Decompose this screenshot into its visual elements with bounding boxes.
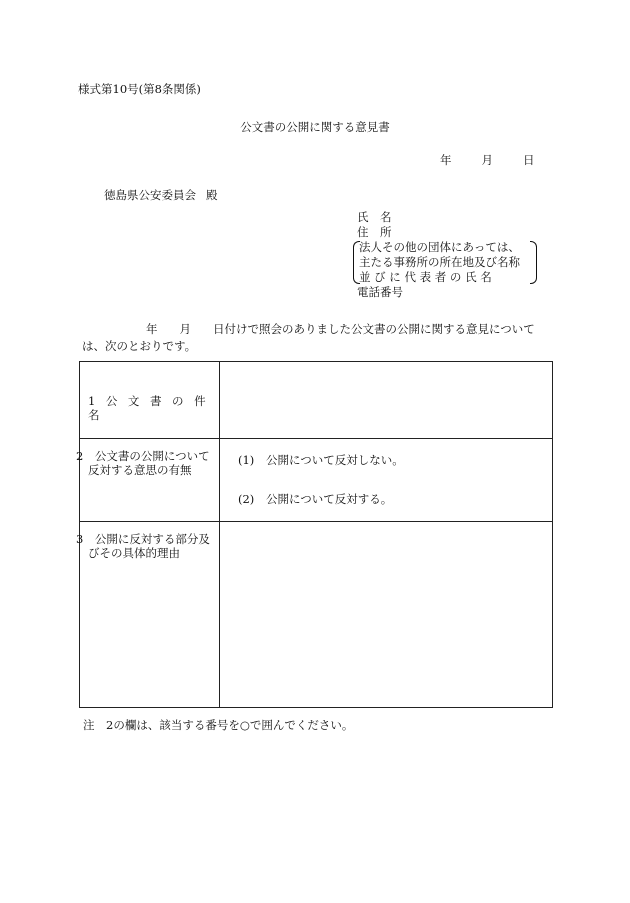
name-label: 氏 名 (357, 210, 392, 224)
objection-row (80, 439, 553, 522)
left-bracket (353, 241, 360, 284)
date-day: 日 (523, 153, 535, 167)
document-name-label: 1 公 文 書 の 件 名 (88, 394, 210, 422)
reason-label: 3 公開に反対する部分及びその具体的理由 (76, 532, 210, 560)
option-no-objection[interactable] (238, 453, 552, 467)
intro-year: 年 (146, 322, 158, 336)
address-label: 住 所 (357, 225, 392, 239)
corporate-note (353, 240, 537, 285)
addressee (104, 188, 218, 202)
reason-label-cell (76, 522, 220, 708)
reason-row (80, 522, 553, 708)
form-number: 様式第10号(第8条関係) (78, 82, 201, 96)
intro-body: 日付けで照会のありました公文書の公開に関する意見については、次のとおりです。 (82, 322, 535, 353)
footnote: 注 2の欄は、該当する番号を○で囲んでください。 (83, 718, 354, 732)
corporate-note-line: 並 び に 代 表 者 の 氏 名 (359, 270, 492, 284)
reason-field[interactable] (220, 522, 553, 708)
option-number: (2) (238, 492, 255, 506)
intro-month: 月 (179, 322, 191, 336)
option-number: (1) (238, 453, 255, 467)
document-name-row (80, 362, 553, 439)
date-month: 月 (481, 153, 493, 167)
right-bracket (530, 241, 537, 284)
phone-label: 電話番号 (357, 285, 403, 299)
document-name-label-cell (80, 362, 220, 439)
option-text: 公開について反対しない。 (266, 453, 404, 467)
addressee-name: 徳島県公安委員会 (104, 188, 196, 202)
document-title: 公文書の公開に関する意見書 (240, 120, 390, 134)
addressee-honorific: 殿 (206, 188, 218, 202)
corporate-note-line: 主たる事務所の所在地及び名称 (359, 255, 520, 269)
objection-label: 2 公文書の公開について反対する意思の有無 (76, 449, 210, 477)
applicant-block (357, 210, 537, 300)
objection-label-cell (76, 439, 220, 522)
corporate-note-line: 法人その他の団体にあっては、 (359, 240, 520, 254)
option-objection[interactable] (238, 492, 552, 506)
option-text: 公開について反対する。 (266, 492, 393, 506)
opinion-table (76, 361, 553, 708)
intro-paragraph (82, 321, 552, 355)
document-name-field[interactable] (220, 362, 553, 439)
objection-options-cell (220, 439, 553, 522)
date-line (440, 153, 535, 167)
date-year: 年 (440, 153, 452, 167)
